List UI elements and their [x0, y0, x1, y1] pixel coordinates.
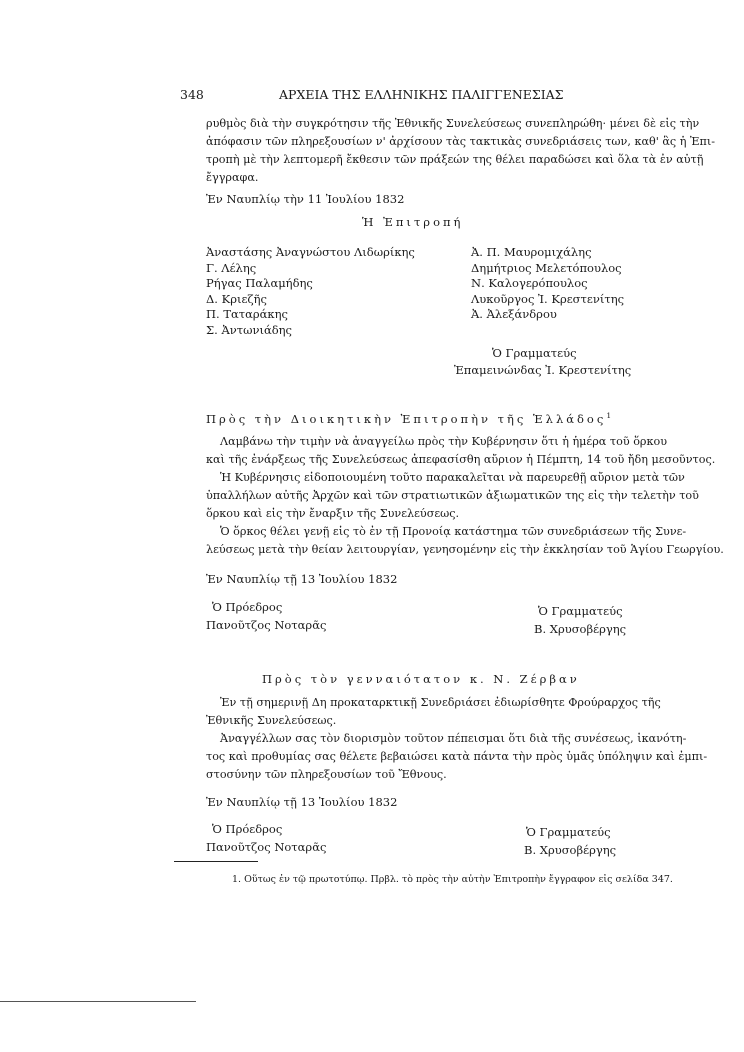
- text-line: ρυθμὸς διὰ τὴν συγκρότησιν τῆς Ἐθνικῆς Συνελεύσεως συνεπληρώθη· μένει δὲ εἰς τὴν: [206, 117, 700, 130]
- signatory: Γ. Λέλης: [206, 260, 257, 275]
- doc3-secretary-title: Ὁ Γραμματεύς: [526, 825, 611, 839]
- doc3-secretary-name: Β. Χρυσοβέργης: [524, 843, 617, 857]
- doc3-date: Ἐν Ναυπλίῳ τῇ 13 Ἰουλίου 1832: [206, 795, 398, 809]
- text-line: ὑπαλλήλων αὐτῆς Ἀρχῶν καὶ τῶν στρατιωτικῶν ἀξιωματικῶν της εἰς τὴν τελετὴν τοῦ: [206, 489, 699, 502]
- committee-heading: Ἡ Ἐπιτροπή: [362, 215, 464, 229]
- signatory: Ἀναστάσης Ἀναγνώστου Λιδωρίκης: [206, 245, 415, 259]
- signatory: Ἀ. Π. Μαυρομιχάλης: [471, 245, 592, 259]
- text-line: ἀπόφασιν τῶν πληρεξουσίων ν' ἀρχίσουν τὰς τακτικὰς συνεδριάσεις των, καθ' ἃς ἡ Ἐπι-: [206, 135, 716, 148]
- text-line: στοσύνην τῶν πληρεξουσίων τοῦ Ἔθνους.: [206, 768, 447, 781]
- text-line: τροπὴ μὲ τὴν λεπτομερῆ ἔκθεσιν τῶν πράξεών της θέλει παραδώσει καὶ ὅλα τὰ ἐν αὐτῇ: [206, 153, 704, 166]
- text-line: ἔγγραφα.: [206, 171, 259, 184]
- doc1-secretary-name: Ἐπαμεινώνδας Ἰ. Κρεστενίτης: [454, 363, 632, 377]
- signatory: Δ. Κριεζῆς: [206, 291, 267, 306]
- text-line: Ἐν τῇ σημερινῇ Δη προκαταρκτικῇ Συνεδριάσει ἐδιωρίσθητε Φρούραρχος τῆς: [220, 696, 661, 709]
- doc3-president-title: Ὁ Πρόεδρος: [212, 822, 283, 836]
- text-line: καὶ τῆς ἐνάρξεως τῆς Συνελεύσεως ἀπεφασίσθη αὔριον ἡ Πέμπτη, 14 τοῦ ἤδη μεσοῦντος.: [206, 453, 716, 466]
- intro-paragraph: [206, 115, 716, 187]
- doc3-president-name: Πανοῦτζος Νοταρᾶς: [206, 840, 327, 854]
- signatory: Ν. Καλογερόπουλος: [471, 276, 588, 290]
- doc3-heading: Πρὸς τὸν γενναιότατον κ. Ν. Ζέρβαν: [262, 672, 580, 686]
- footnote-text: 1. Οὕτως ἐν τῷ πρωτοτύπῳ. Πρβλ. τὸ πρὸς τὴν αὐτὴν Ἐπιτροπὴν ἔγγραφον εἰς σελίδα 347.: [232, 874, 673, 885]
- doc2-secretary-title: Ὁ Γραμματεύς: [538, 604, 623, 618]
- signatory: Δημήτριος Μελετόπουλος: [471, 260, 622, 275]
- doc2-president-name: Πανοῦτζος Νοταρᾶς: [206, 618, 327, 632]
- text-line: Ἀναγγέλλων σας τὸν διορισμὸν τοῦτον πέπεισμαι ὅτι διὰ τῆς συνέσεως, ἱκανότη-: [220, 732, 687, 745]
- text-line: Λαμβάνω τὴν τιμὴν νὰ ἀναγγείλω πρὸς τὴν Κυβέρνησιν ὅτι ἡ ἡμέρα τοῦ ὅρκου: [220, 435, 668, 448]
- signatory: Ἀ. Ἀλεξάνδρου: [471, 307, 557, 321]
- doc2-president-title: Ὁ Πρόεδρος: [212, 600, 283, 614]
- doc1-date: Ἐν Ναυπλίῳ τὴν 11 Ἰουλίου 1832: [206, 192, 405, 206]
- text-line: Ἡ Κυβέρνησις εἰδοποιουμένη τοῦτο παρακαλεῖται νὰ παρευρεθῇ αὔριον μετὰ τῶν: [220, 471, 685, 484]
- signatory: Λυκοῦργος Ἰ. Κρεστενίτης: [471, 291, 625, 306]
- text-line: Ἐθνικῆς Συνελεύσεως.: [206, 714, 337, 727]
- doc2-secretary-name: Β. Χρυσοβέργης: [534, 622, 627, 636]
- doc2-heading: Πρὸς τὴν Διοικητικὴν Ἐπιτροπὴν τῆς Ἑλλάδος$^1$: [206, 411, 612, 426]
- signatory: Σ. Ἀντωνιάδης: [206, 322, 292, 337]
- doc1-secretary-title: Ὁ Γραμματεύς: [492, 346, 577, 360]
- text-line: ὅρκου καὶ εἰς τὴν ἔναρξιν τῆς Συνελεύσεως.: [206, 507, 460, 520]
- doc3-body: [206, 694, 708, 784]
- footnote-reference: 1: [606, 411, 612, 420]
- doc2-date: Ἐν Ναυπλίῳ τῇ 13 Ἰουλίου 1832: [206, 572, 398, 586]
- page-number: 348: [180, 87, 204, 102]
- text-line: τος καὶ προθυμίας σας θέλετε βεβαιώσει κατὰ πάντα τὴν πρὸς ὑμᾶς ὑπόληψιν καὶ ἐμπι-: [206, 750, 708, 763]
- left-signatories: [206, 245, 415, 338]
- doc2-body: [206, 433, 724, 559]
- text-line: λεύσεως μετὰ τὴν θείαν λειτουργίαν, γενησομένην εἰς τὴν ἐκκλησίαν τοῦ Ἁγίου Γεωργίου.: [206, 543, 724, 556]
- text-line: Ὁ ὅρκος θέλει γενῇ εἰς τὸ ἐν τῇ Προνοίᾳ κατάστημα τῶν συνεδριάσεων τῆς Συνε-: [220, 525, 687, 538]
- footnote-divider: [174, 861, 258, 862]
- right-signatories: [471, 245, 624, 323]
- scan-edge-line: [0, 1001, 196, 1002]
- running-title: ΑΡΧΕΙΑ ΤΗΣ ΕΛΛΗΝΙΚΗΣ ΠΑΛΙΓΓΕΝΕΣΙΑΣ: [279, 87, 564, 102]
- signatory: Π. Ταταράκης: [206, 307, 288, 321]
- signatory: Ρήγας Παλαμήδης: [206, 276, 313, 290]
